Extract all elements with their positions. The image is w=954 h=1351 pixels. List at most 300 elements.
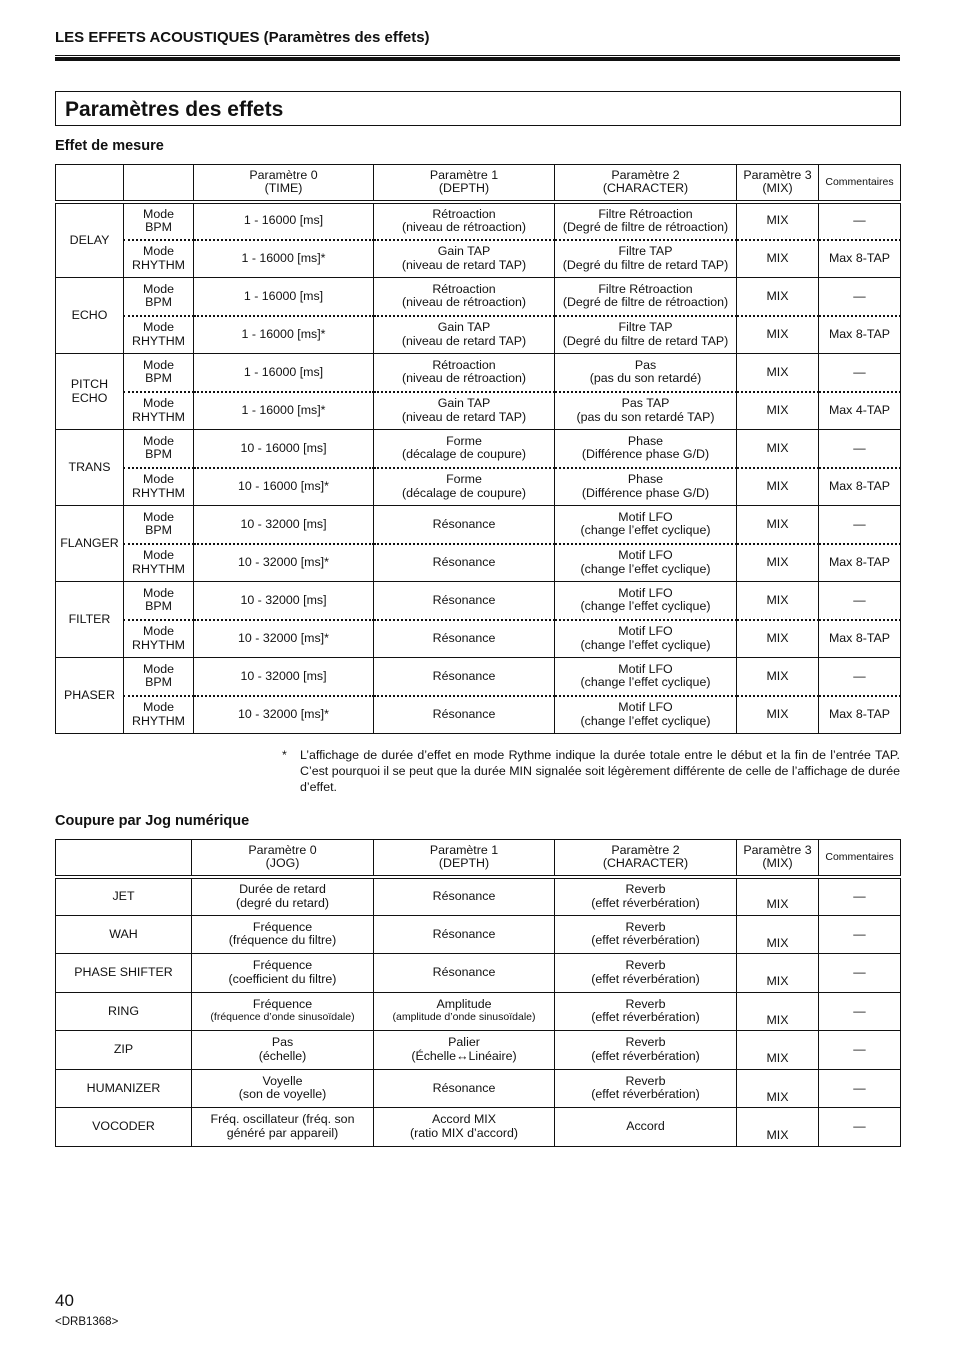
cell-line: (effet réverbération) <box>591 933 700 948</box>
table-row <box>56 278 901 316</box>
table-row <box>56 992 901 1031</box>
effect-name <box>56 354 124 430</box>
header-line: Paramètre 0 <box>248 842 317 857</box>
header-line: Commentaires <box>825 850 894 863</box>
cell-line: (niveau de rétroaction) <box>402 371 526 386</box>
cell-line: BPM <box>145 220 172 234</box>
comment-cell: Max 8-TAP <box>819 696 901 734</box>
param2-cell <box>555 992 737 1031</box>
param2-cell <box>555 354 737 392</box>
param2-cell <box>555 202 737 240</box>
table-row <box>56 544 901 582</box>
param1-cell <box>374 915 555 954</box>
comment-cell: — <box>819 658 901 696</box>
cell-line: (pas du son retardé) <box>589 371 702 386</box>
cell-line: Motif LFO <box>618 509 673 524</box>
cell-line: (niveau de retard TAP) <box>401 257 527 272</box>
header-line: Paramètre 3 <box>743 167 812 182</box>
comment-cell: — <box>819 1108 901 1147</box>
cell-line: Mode <box>143 624 174 639</box>
cell-line: (ratio MIX d’accord) <box>409 1125 519 1140</box>
header-line: (CHARACTER) <box>602 181 689 196</box>
param3-cell: MIX <box>737 316 819 354</box>
table-row <box>56 316 901 354</box>
cell-line: RHYTHM <box>132 257 185 272</box>
cell-line: Mode <box>143 700 174 715</box>
cell-line: Fréquence <box>252 919 313 934</box>
header-row <box>56 165 901 202</box>
table-row <box>56 392 901 430</box>
comment-cell: Max 8-TAP <box>819 620 901 658</box>
cell-line: Voyelle <box>262 1073 303 1088</box>
cell-line: Filtre TAP <box>618 320 673 335</box>
cell-line: Résonance <box>432 707 496 722</box>
table-row <box>56 696 901 734</box>
comment-cell: Max 8-TAP <box>819 240 901 278</box>
table-row <box>56 582 901 620</box>
param3-cell: MIX <box>737 240 819 278</box>
header-rule-thin <box>55 55 900 56</box>
cell-line: Accord MIX <box>431 1112 497 1127</box>
header-line: (MIX) <box>762 181 793 196</box>
param3-cell: MIX <box>737 877 819 916</box>
cell-line: Mode <box>143 206 174 221</box>
param1-cell <box>374 658 555 696</box>
param3-cell: MIX <box>737 915 819 954</box>
cell-line: Rétroaction <box>432 357 496 372</box>
mode-cell <box>124 468 194 506</box>
header-row <box>56 840 901 877</box>
mode-cell <box>124 582 194 620</box>
table-row <box>56 506 901 544</box>
table-row <box>56 954 901 993</box>
param3-cell: MIX <box>737 544 819 582</box>
param2-cell <box>555 392 737 430</box>
header-line: (TIME) <box>264 181 303 196</box>
cell-line: (effet réverbération) <box>591 895 700 910</box>
mode-cell <box>124 430 194 468</box>
cell-line: BPM <box>145 675 172 690</box>
cell-line: RHYTHM <box>132 561 185 576</box>
column-header <box>819 165 901 202</box>
cell-line: (niveau de rétroaction) <box>402 295 526 310</box>
param0-cell: 10 - 32000 [ms]* <box>194 544 374 582</box>
param2-cell <box>555 430 737 468</box>
header-blank <box>56 840 192 877</box>
effect-name: PHASER <box>56 658 124 734</box>
param0-cell <box>192 915 374 954</box>
cell-line: (pas du son retardé TAP) <box>576 409 715 424</box>
cell-line: (Échelle↔Linéaire) <box>411 1048 517 1063</box>
comment-cell: Max 8-TAP <box>819 468 901 506</box>
param2-cell <box>555 1108 737 1147</box>
table-row <box>56 468 901 506</box>
comment-cell: — <box>819 1031 901 1070</box>
mode-cell <box>124 658 194 696</box>
cell-line: (décalage de coupure) <box>402 447 526 462</box>
mode-cell <box>124 316 194 354</box>
effect-name: VOCODER <box>56 1108 192 1147</box>
param3-cell: MIX <box>737 278 819 316</box>
table-row <box>56 877 901 916</box>
footnote-text: L’affichage de durée d’effet en mode Rythme indique la durée totale entre le début et la fin de l’entrée TAP. C’est pourquoi il se peut que la durée MIN signalée soit légèrement différente de celle de l’affichage de durée d’effet. <box>300 748 900 794</box>
table-row <box>56 658 901 696</box>
header-line: (MIX) <box>762 856 793 871</box>
cell-line: (Différence phase G/D) <box>581 447 710 462</box>
effet-de-mesure-table <box>55 164 901 734</box>
param2-cell <box>555 877 737 916</box>
header-line: (DEPTH) <box>438 181 490 196</box>
param2-cell <box>555 1031 737 1070</box>
comment-cell: Max 8-TAP <box>819 316 901 354</box>
cell-line: (Degré de filtre de rétroaction) <box>562 295 729 310</box>
comment-cell: — <box>819 1069 901 1108</box>
cell-line: RHYTHM <box>132 409 185 424</box>
param2-cell <box>555 468 737 506</box>
param1-cell <box>374 240 555 278</box>
cell-line: (Différence phase G/D) <box>581 485 710 500</box>
section-header: LES EFFETS ACOUSTIQUES (Paramètres des effets) <box>55 29 430 46</box>
cell-line: Rétroaction <box>432 281 496 296</box>
effect-name: PHASE SHIFTER <box>56 954 192 993</box>
effect-name: FLANGER <box>56 506 124 582</box>
cell-line: Phase <box>627 433 664 448</box>
param0-cell: 1 - 16000 [ms]* <box>194 316 374 354</box>
comment-cell: — <box>819 506 901 544</box>
param1-cell <box>374 1069 555 1108</box>
cell-line: (effet réverbération) <box>591 1010 700 1025</box>
table-row <box>56 620 901 658</box>
cell-line: Mode <box>143 585 174 600</box>
comment-cell: — <box>819 354 901 392</box>
cell-line: (échelle) <box>258 1048 307 1063</box>
page-number: 40 <box>55 1291 74 1310</box>
comment-cell: — <box>819 202 901 240</box>
effect-name: ZIP <box>56 1031 192 1070</box>
cell-line: (degré du retard) <box>236 895 329 910</box>
cell-line: généré par appareil) <box>226 1125 339 1140</box>
cell-line: Mode <box>143 244 174 259</box>
comment-cell: — <box>819 278 901 316</box>
cell-line: Mode <box>143 433 174 448</box>
cell-line: Reverb <box>625 958 666 973</box>
param2-cell <box>555 506 737 544</box>
comment-cell: Max 4-TAP <box>819 392 901 430</box>
table-row <box>56 202 901 240</box>
cell-line: (change l’effet cyclique) <box>580 599 711 614</box>
comment-cell: — <box>819 992 901 1031</box>
effect-name: FILTER <box>56 582 124 658</box>
mode-cell <box>124 544 194 582</box>
param1-cell <box>374 877 555 916</box>
param3-cell: MIX <box>737 430 819 468</box>
cell-line: BPM <box>145 295 172 310</box>
mode-cell <box>124 278 194 316</box>
cell-line: Reverb <box>625 882 666 897</box>
effect-name-text: PITCH ECHO <box>70 377 109 405</box>
param1-cell <box>374 582 555 620</box>
cell-line: Reverb <box>625 1035 666 1050</box>
cell-line: Résonance <box>432 555 496 570</box>
header-line: (CHARACTER) <box>602 856 689 871</box>
cell-line: Mode <box>143 509 174 524</box>
header-blank <box>56 165 124 202</box>
coupure-jog-title: Coupure par Jog numérique <box>55 813 250 829</box>
param1-cell <box>374 506 555 544</box>
cell-line: RHYTHM <box>132 637 185 652</box>
comment-cell: — <box>819 954 901 993</box>
param3-cell: MIX <box>737 658 819 696</box>
cell-line: Filtre Rétroaction <box>598 206 693 221</box>
cell-line: (change l’effet cyclique) <box>580 675 711 690</box>
comment-cell: — <box>819 582 901 620</box>
cell-line: Motif LFO <box>618 548 673 563</box>
param3-cell: MIX <box>737 202 819 240</box>
cell-line: Résonance <box>432 1080 496 1095</box>
cell-line: Mode <box>143 396 174 411</box>
footnote <box>276 747 900 795</box>
cell-line: Mode <box>143 472 174 487</box>
column-header <box>555 840 737 877</box>
cell-line: Fréquence <box>252 958 313 973</box>
param0-cell: 10 - 16000 [ms] <box>194 430 374 468</box>
table-row <box>56 1108 901 1147</box>
comment-cell: — <box>819 877 901 916</box>
param1-cell <box>374 954 555 993</box>
cell-line: Gain TAP <box>437 396 491 411</box>
header-line: Paramètre 1 <box>429 167 499 182</box>
param0-cell: 10 - 32000 [ms] <box>194 506 374 544</box>
cell-line: Pas TAP <box>621 396 670 411</box>
cell-line: Durée de retard <box>239 882 326 897</box>
param0-cell <box>192 992 374 1031</box>
cell-line: Gain TAP <box>437 320 491 335</box>
param2-cell <box>555 1069 737 1108</box>
effet-de-mesure-title: Effet de mesure <box>55 138 164 154</box>
cell-line: Reverb <box>625 996 666 1011</box>
effect-name: WAH <box>56 915 192 954</box>
effect-name: TRANS <box>56 430 124 506</box>
cell-line: BPM <box>145 599 172 614</box>
table-row <box>56 240 901 278</box>
param3-cell: MIX <box>737 992 819 1031</box>
cell-line: Forme <box>446 472 482 487</box>
cell-line: Reverb <box>625 919 666 934</box>
cell-line: RHYTHM <box>132 713 185 728</box>
cell-line: Pas <box>634 357 657 372</box>
column-header <box>192 840 374 877</box>
cell-line: (change l’effet cyclique) <box>580 523 711 538</box>
cell-line: BPM <box>145 447 172 462</box>
param2-cell <box>555 316 737 354</box>
cell-line: (Degré du filtre de retard TAP) <box>562 333 729 348</box>
column-header <box>374 165 555 202</box>
header-line: Paramètre 2 <box>611 167 680 182</box>
param1-cell <box>374 992 555 1031</box>
cell-line: (effet réverbération) <box>591 1087 700 1102</box>
param3-cell: MIX <box>737 582 819 620</box>
param3-cell: MIX <box>737 620 819 658</box>
doc-code: <DRB1368> <box>55 1316 119 1328</box>
param3-cell: MIX <box>737 696 819 734</box>
cell-line: Mode <box>143 357 174 372</box>
param0-cell <box>192 877 374 916</box>
cell-line: Résonance <box>432 926 496 941</box>
cell-line: (effet réverbération) <box>591 971 700 986</box>
param2-cell <box>555 696 737 734</box>
cell-line: Mode <box>143 320 174 335</box>
cell-line: (change l’effet cyclique) <box>580 637 711 652</box>
param3-cell: MIX <box>737 392 819 430</box>
cell-line: Amplitude <box>436 996 492 1011</box>
column-header <box>194 165 374 202</box>
cell-line: (fréquence du filtre) <box>228 933 337 948</box>
param1-cell <box>374 202 555 240</box>
comment-cell: — <box>819 915 901 954</box>
param0-cell: 10 - 32000 [ms] <box>194 658 374 696</box>
header-blank <box>124 165 194 202</box>
table-row <box>56 915 901 954</box>
header-line: (DEPTH) <box>438 856 490 871</box>
param1-cell <box>374 278 555 316</box>
param2-cell <box>555 278 737 316</box>
table-row <box>56 1031 901 1070</box>
cell-line: (effet réverbération) <box>591 1048 700 1063</box>
cell-line: Motif LFO <box>618 585 673 600</box>
cell-line: (amplitude d’onde sinusoïdale) <box>392 1011 536 1024</box>
mode-cell <box>124 620 194 658</box>
header-line: Paramètre 2 <box>611 842 680 857</box>
param2-cell <box>555 954 737 993</box>
header-line: (JOG) <box>265 856 300 871</box>
header-line: Paramètre 0 <box>249 167 318 182</box>
param0-cell: 1 - 16000 [ms] <box>194 278 374 316</box>
cell-line: Filtre TAP <box>618 244 673 259</box>
column-header <box>555 165 737 202</box>
table-row <box>56 430 901 468</box>
param1-cell <box>374 354 555 392</box>
effect-name: JET <box>56 877 192 916</box>
effect-name: ECHO <box>56 278 124 354</box>
param0-cell <box>192 1108 374 1147</box>
param1-cell <box>374 1031 555 1070</box>
cell-line: (niveau de retard TAP) <box>401 333 527 348</box>
param0-cell: 10 - 32000 [ms] <box>194 582 374 620</box>
mode-cell <box>124 392 194 430</box>
cell-line: (décalage de coupure) <box>402 485 526 500</box>
cell-line: (Degré du filtre de retard TAP) <box>562 257 729 272</box>
cell-line: (niveau de rétroaction) <box>402 220 526 234</box>
header-line: Paramètre 3 <box>743 842 812 857</box>
param0-cell: 1 - 16000 [ms]* <box>194 392 374 430</box>
cell-line: Résonance <box>432 592 496 607</box>
cell-line: Rétroaction <box>432 206 496 221</box>
param1-cell <box>374 1108 555 1147</box>
cell-line: Palier <box>448 1035 480 1050</box>
param2-cell <box>555 240 737 278</box>
cell-line: Mode <box>143 281 174 296</box>
param0-cell: 10 - 16000 [ms]* <box>194 468 374 506</box>
column-header <box>737 165 819 202</box>
cell-line: Mode <box>143 548 174 563</box>
comment-cell: — <box>819 430 901 468</box>
param3-cell: MIX <box>737 506 819 544</box>
cell-line: RHYTHM <box>132 333 185 348</box>
cell-line: Forme <box>446 433 482 448</box>
cell-line: Résonance <box>432 631 496 646</box>
param2-cell <box>555 658 737 696</box>
param0-cell: 1 - 16000 [ms] <box>194 354 374 392</box>
cell-line: Mode <box>143 661 174 676</box>
param0-cell: 1 - 16000 [ms]* <box>194 240 374 278</box>
param1-cell <box>374 468 555 506</box>
param0-cell: 1 - 16000 [ms] <box>194 202 374 240</box>
param1-cell <box>374 620 555 658</box>
param3-cell: MIX <box>737 354 819 392</box>
cell-line: (niveau de retard TAP) <box>401 409 527 424</box>
param2-cell <box>555 582 737 620</box>
effect-name: DELAY <box>56 202 124 278</box>
cell-line: Accord <box>626 1119 665 1134</box>
cell-line: (son de voyelle) <box>238 1087 327 1102</box>
cell-line: (fréquence d’onde sinusoïdale) <box>210 1011 355 1024</box>
table-row <box>56 1069 901 1108</box>
cell-line: Motif LFO <box>618 624 673 639</box>
cell-line: Résonance <box>432 516 496 531</box>
coupure-jog-table <box>55 839 901 1147</box>
cell-line: Fréquence <box>252 996 313 1011</box>
cell-line: RHYTHM <box>132 485 185 500</box>
page-title: Paramètres des effets <box>55 91 901 126</box>
param1-cell <box>374 392 555 430</box>
cell-line: Motif LFO <box>618 700 673 715</box>
cell-line: Motif LFO <box>618 661 673 676</box>
mode-cell <box>124 354 194 392</box>
param1-cell <box>374 316 555 354</box>
param2-cell <box>555 544 737 582</box>
column-header <box>374 840 555 877</box>
effect-name: RING <box>56 992 192 1031</box>
param0-cell: 10 - 32000 [ms]* <box>194 696 374 734</box>
cell-line: Pas <box>271 1035 294 1050</box>
cell-line: BPM <box>145 523 172 538</box>
cell-line: Reverb <box>625 1073 666 1088</box>
cell-line: Filtre Rétroaction <box>598 281 693 296</box>
param3-cell: MIX <box>737 1069 819 1108</box>
param3-cell: MIX <box>737 468 819 506</box>
cell-line: Résonance <box>432 888 496 903</box>
param3-cell: MIX <box>737 954 819 993</box>
cell-line: Phase <box>627 472 664 487</box>
param0-cell <box>192 954 374 993</box>
param1-cell <box>374 696 555 734</box>
cell-line: Résonance <box>432 668 496 683</box>
cell-line: (Degré de filtre de rétroaction) <box>562 220 729 234</box>
param3-cell: MIX <box>737 1031 819 1070</box>
param1-cell <box>374 544 555 582</box>
footnote-mark: * <box>282 748 287 762</box>
cell-line: Fréq. oscillateur (fréq. son <box>210 1112 355 1127</box>
mode-cell <box>124 696 194 734</box>
mode-cell <box>124 240 194 278</box>
mode-cell <box>124 202 194 240</box>
header-line: Commentaires <box>825 175 894 188</box>
param1-cell <box>374 430 555 468</box>
cell-line: Résonance <box>432 965 496 980</box>
comment-cell: Max 8-TAP <box>819 544 901 582</box>
cell-line: Gain TAP <box>437 244 491 259</box>
param0-cell <box>192 1069 374 1108</box>
